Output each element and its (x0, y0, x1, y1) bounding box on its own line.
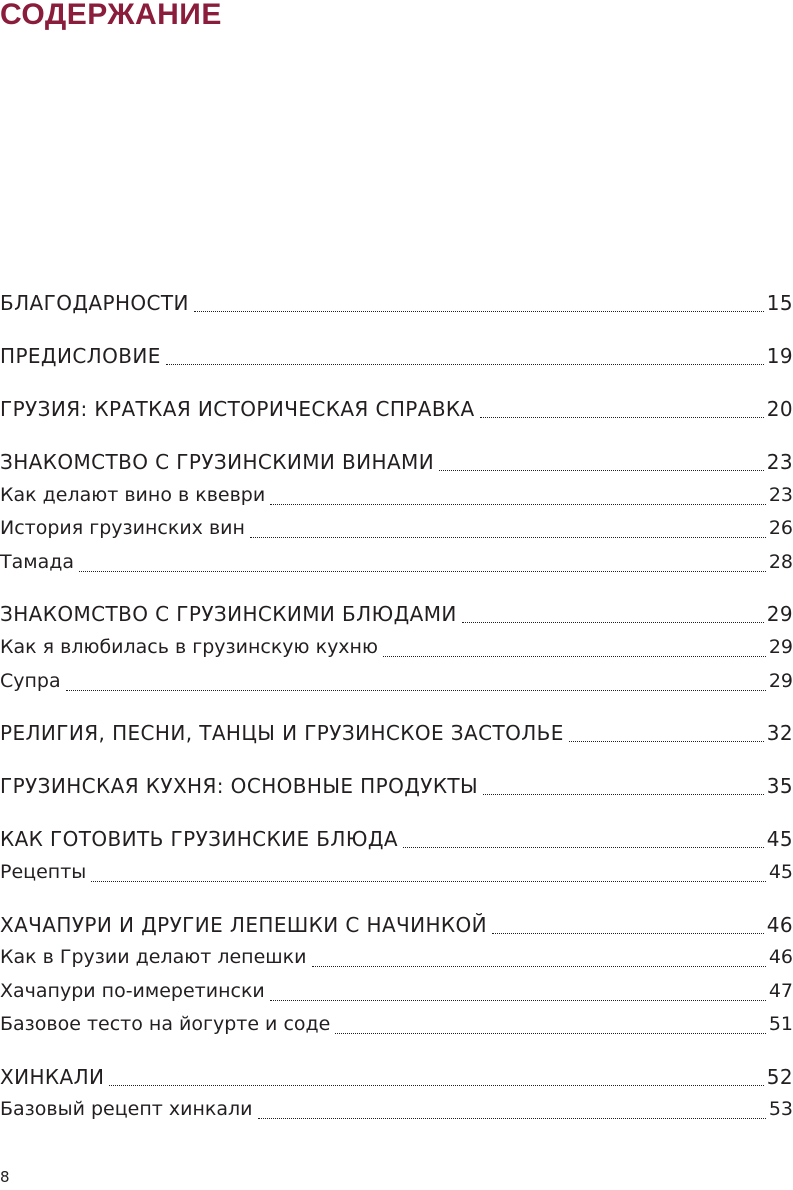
dot-leader (250, 536, 766, 538)
toc-entry (0, 1013, 793, 1039)
dot-leader (109, 1084, 763, 1086)
dot-leader (480, 416, 764, 418)
toc-entry-label: Супра (0, 670, 61, 692)
toc-entry-page: 46 (766, 913, 793, 937)
dot-leader (91, 880, 766, 882)
dot-leader (492, 932, 764, 934)
toc-entry (0, 344, 793, 370)
dot-leader (439, 469, 764, 471)
toc-entry (0, 946, 793, 972)
toc-entry-label: ХАЧАПУРИ И ДРУГИЕ ЛЕПЕШКИ С НАЧИНКОЙ (0, 913, 488, 937)
toc-entry-page: 23 (766, 450, 793, 474)
toc-entry-page: 51 (768, 1013, 793, 1035)
toc-entry-label: КАК ГОТОВИТЬ ГРУЗИНСКИЕ БЛЮДА (0, 827, 398, 851)
dot-leader (270, 503, 766, 505)
toc-entry-label: Базовое тесто на йогурте и соде (0, 1013, 331, 1035)
toc-entry (0, 517, 793, 543)
toc-entry (0, 980, 793, 1006)
toc-entry-page: 28 (768, 551, 793, 573)
toc-entry (0, 450, 793, 476)
dot-leader (258, 1117, 766, 1119)
toc-entry (0, 774, 793, 800)
toc-entry-label: История грузинских вин (0, 517, 245, 539)
toc-entry-label: БЛАГОДАРНОСТИ (0, 291, 189, 315)
dot-leader (66, 689, 766, 691)
toc-entry-label: Тамада (0, 551, 75, 573)
toc-entry (0, 670, 793, 696)
toc-entry (0, 397, 793, 423)
dot-leader (403, 846, 764, 848)
dot-leader (569, 740, 764, 742)
toc-entry-page: 47 (768, 980, 793, 1002)
toc-entry-page: 45 (766, 827, 793, 851)
toc-entry-page: 53 (768, 1098, 793, 1120)
toc-entry-page: 52 (766, 1065, 793, 1089)
toc-entry-page: 29 (768, 636, 793, 658)
toc-entry-page: 45 (768, 861, 793, 883)
toc-entry-label: ЗНАКОМСТВО С ГРУЗИНСКИМИ БЛЮДАМИ (0, 602, 457, 626)
toc-entry (0, 861, 793, 887)
toc-entry-label: ХИНКАЛИ (0, 1065, 105, 1089)
toc-entry (0, 602, 793, 628)
toc-entry-label: Рецепты (0, 861, 87, 883)
toc-entry-page: 23 (768, 484, 793, 506)
toc-entry-page: 26 (768, 517, 793, 539)
toc-entry-label: Как в Грузии делают лепешки (0, 946, 307, 968)
dot-leader (462, 621, 764, 623)
dot-leader (79, 570, 766, 572)
toc-entry (0, 827, 793, 853)
toc-entry-page: 20 (766, 397, 793, 421)
toc-entry-label: ЗНАКОМСТВО С ГРУЗИНСКИМИ ВИНАМИ (0, 450, 435, 474)
dot-leader (312, 965, 766, 967)
dot-leader (194, 310, 764, 312)
toc-entry-label: Как делают вино в квеври (0, 484, 266, 506)
toc-entry (0, 291, 793, 317)
toc-entry-label: Хачапури по-имеретински (0, 980, 265, 1002)
toc-entry-page: 29 (766, 602, 793, 626)
toc-entry (0, 913, 793, 939)
toc-entry-label: ПРЕДИСЛОВИЕ (0, 344, 161, 368)
toc-entry-label: Базовый рецепт хинкали (0, 1098, 253, 1120)
toc-entry-label: Как я влюбилась в грузинскую кухню (0, 636, 378, 658)
toc-entry-page: 35 (766, 774, 793, 798)
dot-leader (383, 655, 766, 657)
dot-leader (166, 363, 764, 365)
dot-leader (483, 793, 764, 795)
toc-entry-page: 29 (768, 670, 793, 692)
toc-entry-page: 32 (766, 721, 793, 745)
page-number: 8 (0, 1168, 10, 1186)
page-title: СОДЕРЖАНИЕ (0, 0, 222, 31)
toc-entry-page: 19 (766, 344, 793, 368)
toc-entry-page: 15 (766, 291, 793, 315)
toc-entry-page: 46 (768, 946, 793, 968)
toc-entry-label: ГРУЗИНСКАЯ КУХНЯ: ОСНОВНЫЕ ПРОДУКТЫ (0, 774, 479, 798)
toc-entry-label: ГРУЗИЯ: КРАТКАЯ ИСТОРИЧЕСКАЯ СПРАВКА (0, 397, 475, 421)
toc-entry (0, 1065, 793, 1091)
toc-entry (0, 636, 793, 662)
dot-leader (270, 999, 766, 1001)
toc-entry (0, 484, 793, 510)
toc-entry (0, 551, 793, 577)
dot-leader (335, 1032, 765, 1034)
toc-entry (0, 1098, 793, 1124)
toc-entry-label: РЕЛИГИЯ, ПЕСНИ, ТАНЦЫ И ГРУЗИНСКОЕ ЗАСТОЛЬЕ (0, 721, 564, 745)
toc-entry (0, 721, 793, 747)
